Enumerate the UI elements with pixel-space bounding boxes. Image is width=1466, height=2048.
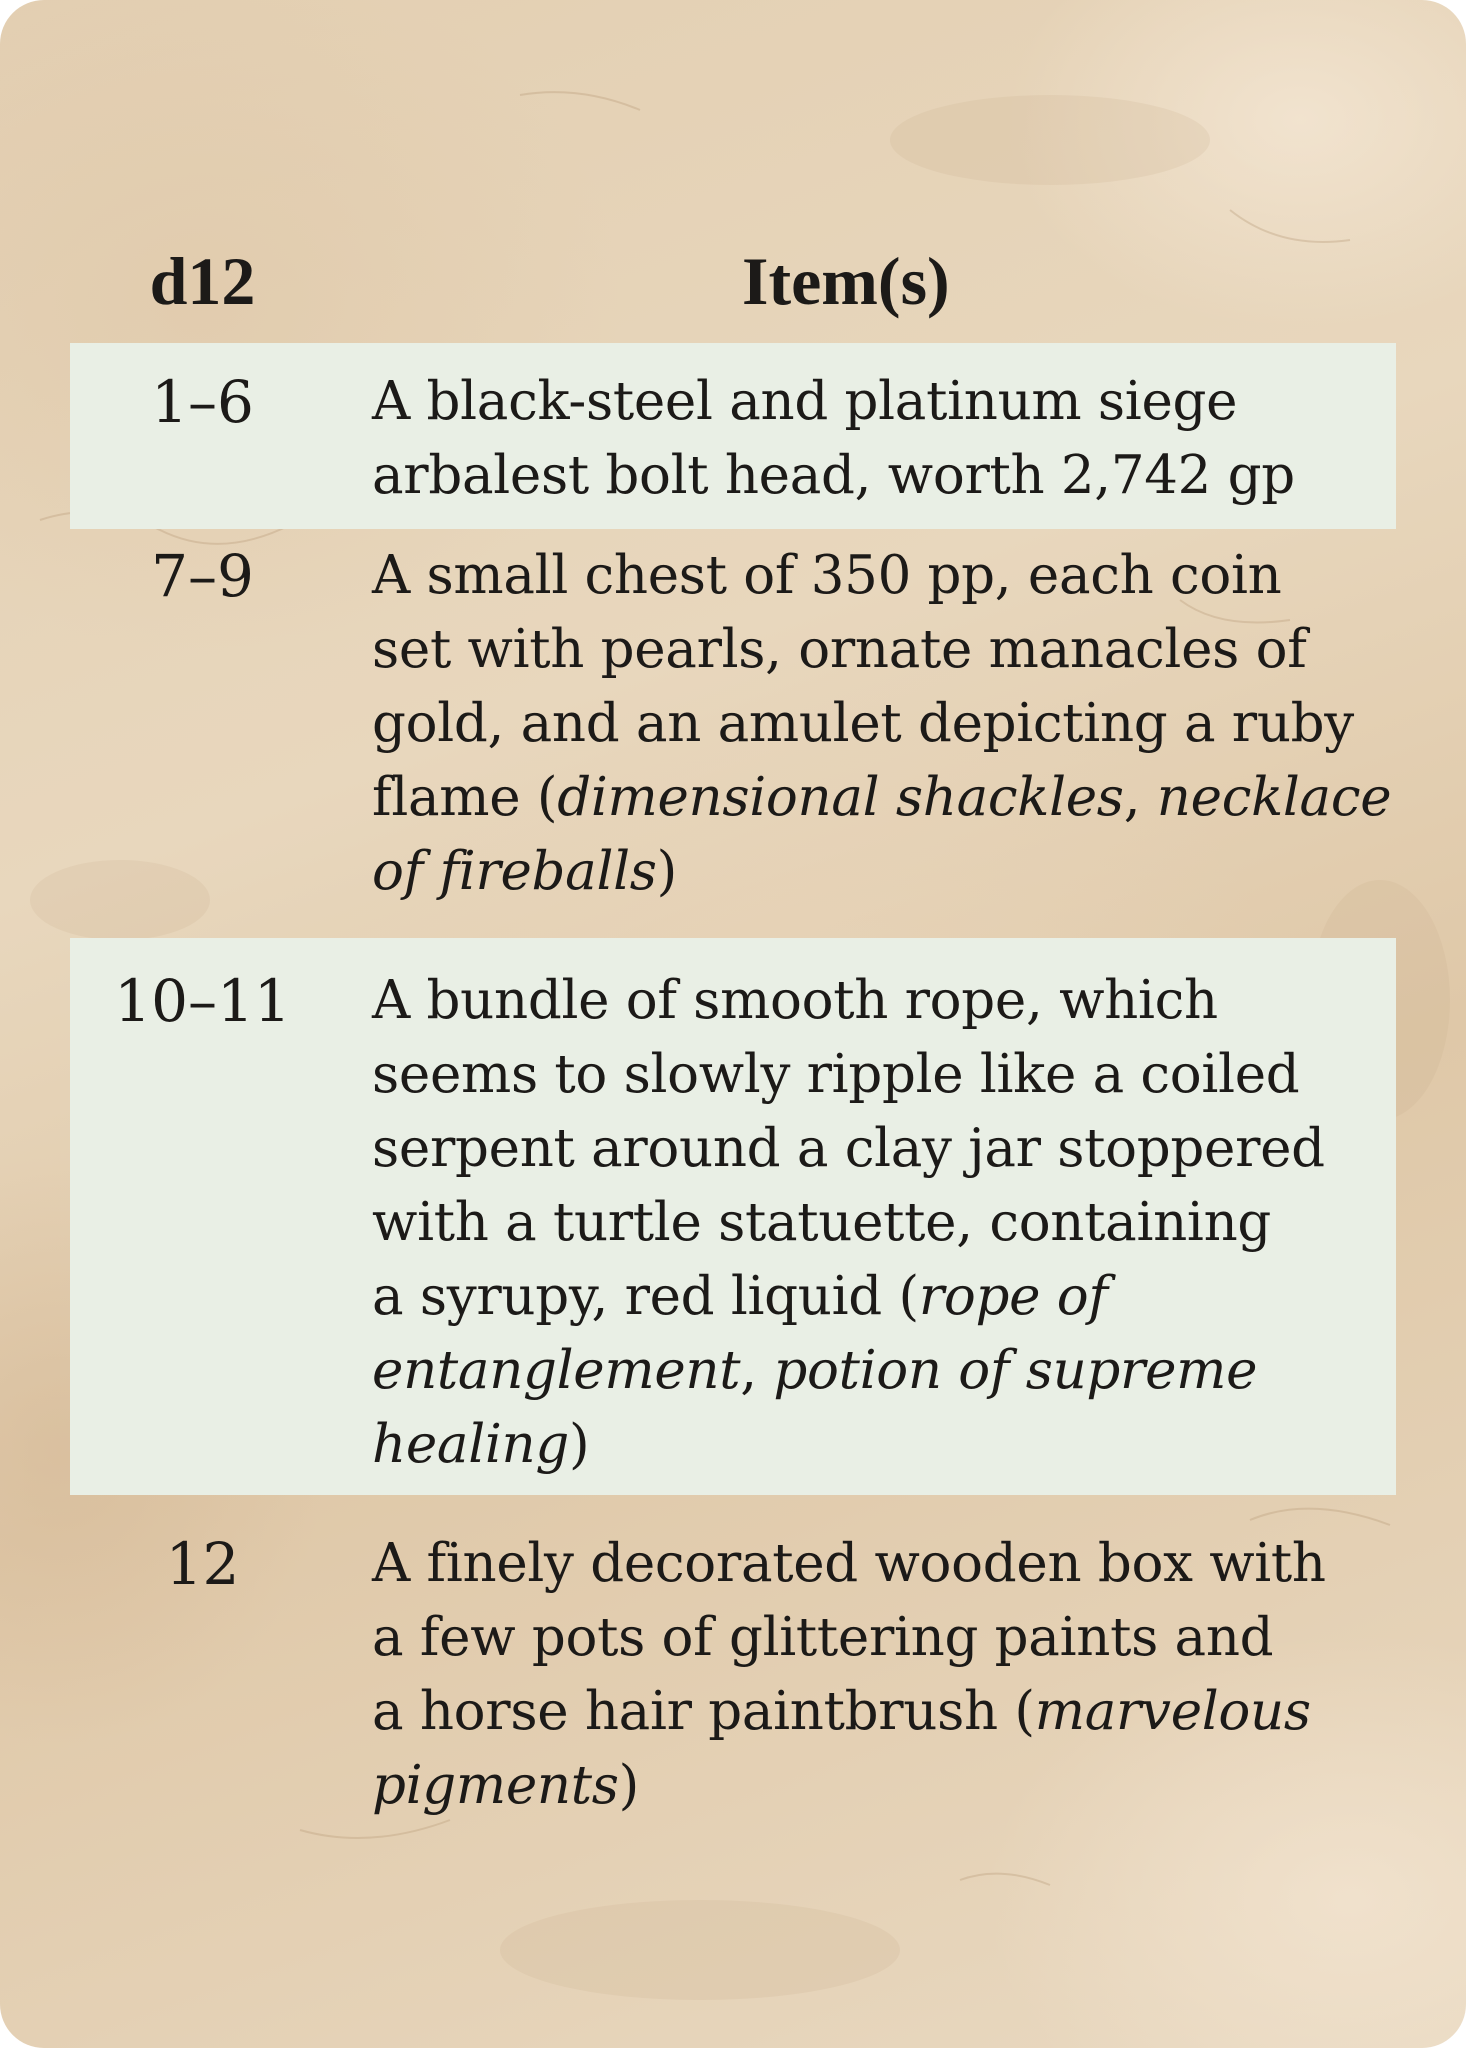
roll-range: 12 — [165, 1530, 240, 1598]
treasure-table — [70, 230, 1396, 1823]
magic-item-name: rope of — [918, 1266, 1108, 1327]
item-description: A finely decorated wooden box with a few pots of glittering paints and a horse hair paintbrush (marvelous pigments) — [372, 1533, 1326, 1816]
table-row — [70, 343, 1396, 529]
item-description: A bundle of smooth rope, which seems to slowly ripple like a coiled serpent around a clay jar stoppered with a turtle statuette, containing a syrupy, red liquid (rope of entanglement, potion of supreme healing) — [372, 970, 1325, 1475]
item-description: A black-steel and platinum siege arbalest bolt head, worth 2,742 gp — [372, 371, 1295, 506]
header-d12: d12 — [149, 243, 256, 319]
roll-range: 7–9 — [151, 542, 254, 610]
table-row — [70, 529, 1396, 938]
magic-item-name: dimensional shackles — [557, 767, 1124, 828]
table-row — [70, 938, 1396, 1495]
magic-item-name: of fireballs — [372, 841, 657, 902]
table-row — [70, 1495, 1396, 1823]
header-items: Item(s) — [742, 243, 950, 319]
magic-item-name: marvelous — [1034, 1681, 1311, 1742]
magic-item-name: healing — [372, 1414, 569, 1475]
roll-range: 1–6 — [151, 368, 254, 436]
magic-item-name: pigments — [372, 1755, 619, 1816]
magic-item-name: potion of supreme — [773, 1340, 1258, 1401]
roll-range: 10–11 — [114, 967, 291, 1035]
magic-item-name: necklace — [1156, 767, 1392, 828]
item-description: A small chest of 350 pp, each coin set with pearls, ornate manacles of gold, and an amulet depicting a ruby flame (dimensional shackles, necklace of fireballs) — [372, 545, 1392, 902]
magic-item-name: entanglement — [372, 1340, 741, 1401]
table-header — [70, 230, 1396, 343]
